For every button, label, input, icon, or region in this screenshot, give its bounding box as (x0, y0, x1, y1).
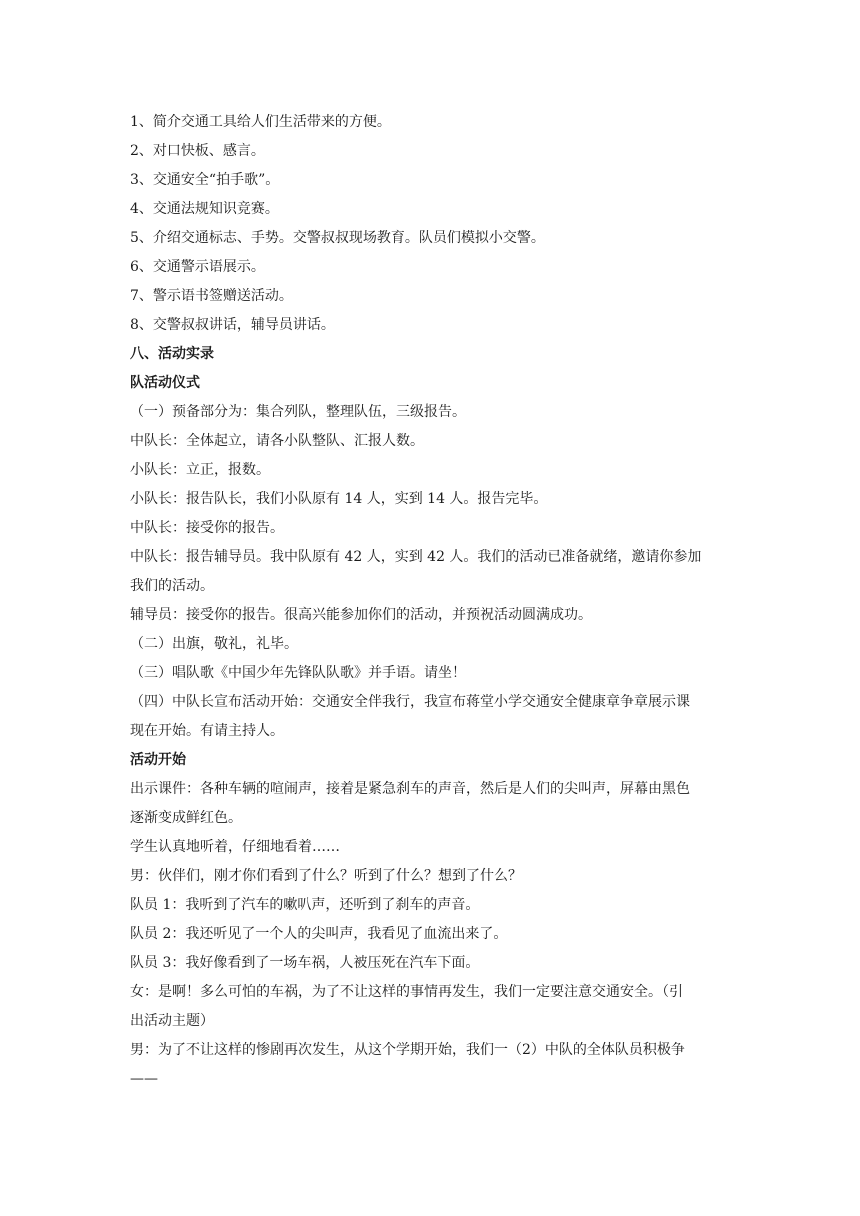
paragraph-line: 小队长：立正，报数。 (130, 462, 270, 478)
paragraph-line: （三）唱队歌《中国少年先锋队队歌》并手语。请坐！ (130, 665, 466, 681)
paragraph-line: 中队长：接受你的报告。 (130, 520, 284, 536)
paragraph-line: 学生认真地听着，仔细地看着…… (130, 839, 340, 855)
subheading-activity-start: 活动开始 (130, 752, 186, 768)
paragraph-line: 逐渐变成鲜红色。 (130, 810, 242, 826)
paragraph-line: （一）预备部分为：集合列队，整理队伍，三级报告。 (130, 404, 466, 420)
section-heading-activity-record: 八、活动实录 (130, 346, 214, 362)
paragraph-line: 我们的活动。 (130, 578, 214, 594)
paragraph-line: 男：伙伴们，刚才你们看到了什么？听到了什么？想到了什么？ (130, 868, 522, 884)
list-item-6: 6、交通警示语展示。 (130, 259, 265, 275)
subheading-ceremony: 队活动仪式 (130, 375, 200, 391)
list-item-2: 2、对口快板、感言。 (130, 143, 265, 159)
paragraph-line: 女：是啊！多么可怕的车祸，为了不让这样的事情再发生，我们一定要注意交通安全。（引 (130, 984, 683, 1000)
paragraph-line: 队员 3：我好像看到了一场车祸，人被压死在汽车下面。 (130, 955, 480, 971)
paragraph-line: 小队长：报告队长，我们小队原有 14 人，实到 14 人。报告完毕。 (130, 491, 548, 507)
paragraph-line: 出示课件：各种车辆的喧闹声，接着是紧急刹车的声音，然后是人们的尖叫声，屏幕由黑色 (130, 781, 690, 797)
list-item-5: 5、介绍交通标志、手势。交警叔叔现场教育。队员们模拟小交警。 (130, 230, 545, 246)
paragraph-line: 中队长：全体起立，请各小队整队、汇报人数。 (130, 433, 424, 449)
paragraph-line: 中队长：报告辅导员。我中队原有 42 人，实到 42 人。我们的活动已准备就绪，邀请你参加 (130, 549, 702, 565)
paragraph-line: 辅导员：接受你的报告。很高兴能参加你们的活动，并预祝活动圆满成功。 (130, 607, 592, 623)
paragraph-line: （四）中队长宣布活动开始：交通安全伴我行，我宣布蒋堂小学交通安全健康章争章展示课 (130, 694, 690, 710)
document-body (130, 108, 742, 1094)
paragraph-line: —— (130, 1071, 158, 1087)
list-item-8: 8、交警叔叔讲话，辅导员讲话。 (130, 317, 335, 333)
paragraph-line: 男：为了不让这样的惨剧再次发生，从这个学期开始，我们一（2）中队的全体队员积极争 (130, 1042, 685, 1058)
list-item-3: 3、交通安全“拍手歌”。 (130, 172, 280, 188)
paragraph-line: 队员 2：我还听见了一个人的尖叫声，我看见了血流出来了。 (130, 926, 508, 942)
paragraph-line: 队员 1：我听到了汽车的嗽叭声，还听到了刹车的声音。 (130, 897, 480, 913)
list-item-4: 4、交通法规知识竞赛。 (130, 201, 279, 217)
list-item-1: 1、简介交通工具给人们生活带来的方便。 (130, 114, 391, 130)
paragraph-line: 出活动主题） (130, 1013, 214, 1029)
paragraph-line: 现在开始。有请主持人。 (130, 723, 284, 739)
list-item-7: 7、警示语书签赠送活动。 (130, 288, 293, 304)
paragraph-line: （二）出旗，敬礼，礼毕。 (130, 636, 298, 652)
